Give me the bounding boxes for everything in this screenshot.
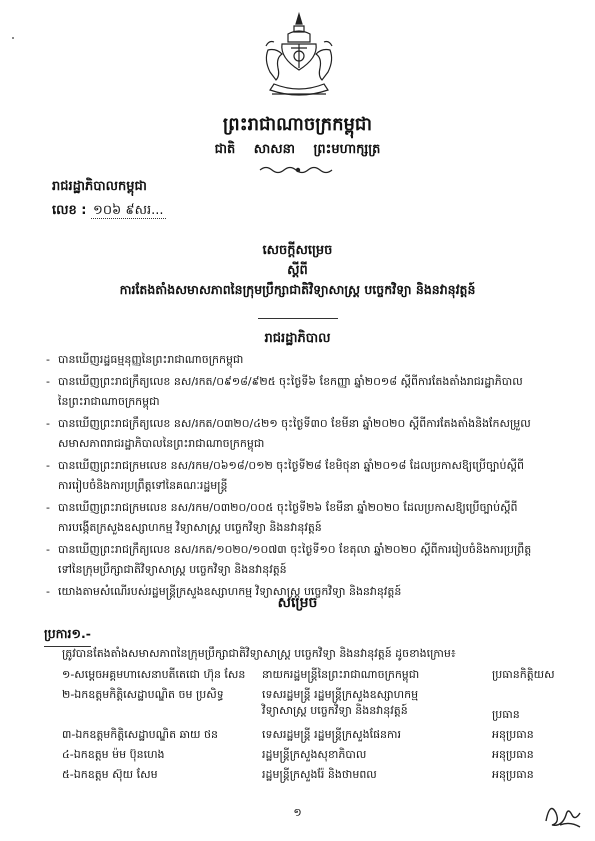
- member-name: ៥-ឯកឧត្តម ស៊ុយ សែម: [62, 768, 158, 781]
- reference-label: លេខ :: [52, 203, 87, 218]
- considerations-list: [44, 350, 564, 604]
- member-title: រដ្ឋមន្ត្រីក្រសួងសុខាភិបាល: [262, 748, 367, 761]
- member-row: [62, 728, 562, 748]
- member-name: ១-សម្តេចអគ្គមហាសេនាបតីតេជោ ហ៊ុន សែន: [62, 668, 246, 681]
- list-item-text-continued: សមាសភាពរាជរដ្ឋាភិបាលនៃព្រះរាជាណាចក្រកម្ពុជា: [58, 437, 265, 450]
- member-name: ២-ឯកឧត្តមកិត្តិសេដ្ឋាបណ្ឌិត ចម ប្រសិទ្ធ: [62, 688, 224, 701]
- page-number: ១: [293, 806, 302, 819]
- list-item: [44, 414, 564, 454]
- list-item-text-continued: ការបង្កើតក្រសួងឧស្សាហកម្ម វិទ្យាសាស្ត្រ បច្ចេកវិទ្យា និងនវានុវត្តន៍: [58, 521, 322, 534]
- member-name: ៤-ឯកឧត្តម ម៉ម ប៊ុនហេង: [62, 748, 165, 761]
- member-row: [62, 768, 562, 788]
- members-list: [62, 668, 562, 788]
- member-title: ទេសរដ្ឋមន្ត្រី រដ្ឋមន្ត្រីក្រសួងផែនការ: [262, 728, 402, 741]
- document-title: សេចក្តីសម្រេច: [262, 243, 333, 258]
- royal-coat-of-arms-icon: [258, 10, 340, 102]
- list-item-text-continued: ការរៀបចំនិងការប្រព្រឹត្តទៅនៃគណៈរដ្ឋមន្ត្រី: [58, 479, 228, 492]
- member-role: ប្រធានកិត្តិយស: [492, 668, 555, 681]
- handwritten-initials-signature: [540, 795, 585, 830]
- list-item-text: បានឃើញព្រះរាជក្រឹត្យលេខ នស/រកត/០៩១៨/៩២៥ ចុះថ្ងៃទី៦ ខែកញ្ញា ឆ្នាំ២០១៨ ស្តីពីការតែងតាំងរាជរដ្ឋាភិបាល: [58, 375, 523, 388]
- member-row: [62, 668, 562, 688]
- list-item: [44, 540, 564, 580]
- list-item-text: បានឃើញព្រះរាជក្រមលេខ នស/រកម/០៣២០/០០៥ ចុះថ្ងៃទី២៦ ខែមីនា ឆ្នាំ២០២០ ដែលប្រកាសឱ្យប្រើច្បាប់ស្តីពី: [58, 501, 518, 514]
- member-title-line: ទេសរដ្ឋមន្ត្រី រដ្ឋមន្ត្រីក្រសួងឧស្សាហកម្ម: [262, 688, 419, 701]
- issuing-authority: រាជរដ្ឋាភិបាលកម្ពុជា: [52, 179, 147, 194]
- document-about: ស្តីពី: [287, 263, 308, 278]
- member-title-line: វិទ្យាសាស្ត្រ បច្ចេកវិទ្យា និងនវានុវត្តន៍: [262, 704, 408, 717]
- list-item-text: បានឃើញព្រះរាជក្រឹត្យលេខ នស/រកត/០៣២០/៤២១ ចុះថ្ងៃទី៣០ ខែមីនា ឆ្នាំ២០២០ ស្តីពីការតែងតាំងនិងកែសម្រួល: [58, 417, 531, 430]
- member-role: ប្រធាន: [492, 708, 520, 721]
- list-item: [44, 372, 564, 412]
- list-item: [44, 456, 564, 496]
- government-heading: រាជរដ្ឋាភិបាល: [264, 331, 331, 346]
- reference-number: [52, 202, 166, 221]
- list-item: [44, 350, 564, 370]
- list-item-text-continued: នៃព្រះរាជាណាចក្រកម្ពុជា: [58, 395, 160, 408]
- member-row: [62, 688, 562, 728]
- list-item-text-continued: ទៅនៃក្រុមប្រឹក្សាជាតិវិទ្យាសាស្ត្រ បច្ចេកវិទ្យា និងនវានុវត្តន៍: [58, 563, 287, 576]
- article-intro: ត្រូវបានតែងតាំងសមាសភាពនៃក្រុមប្រឹក្សាជាតិវិទ្យាសាស្ត្រ បច្ចេកវិទ្យា និងនវានុវត្តន៍ ដូចខាងក្រោម៖: [62, 647, 456, 660]
- member-role: អនុប្រធាន: [492, 728, 534, 741]
- list-item-text: បានឃើញរដ្ឋធម្មនុញ្ញនៃព្រះរាជាណាចក្រកម្ពុជា: [58, 353, 244, 366]
- document-subject: ការតែងតាំងសមាសភាពនៃក្រុមប្រឹក្សាជាតិវិទ្យាសាស្ត្រ បច្ចេកវិទ្យា និងនវានុវត្តន៍: [119, 282, 476, 297]
- list-item-text: បានឃើញព្រះរាជក្រមលេខ នស/រកម/០៦១៨/០១២ ចុះថ្ងៃទី២៨ ខែមិថុនា ឆ្នាំ២០១៨ ដែលប្រកាសឱ្យប្រើច្បាប់ស្តីពី: [58, 459, 524, 472]
- list-item: [44, 498, 564, 538]
- member-row: [62, 748, 562, 768]
- member-name: ៣-ឯកឧត្តមកិត្តិសេដ្ឋាបណ្ឌិត ឆាយ ថន: [62, 728, 218, 741]
- national-motto: ជាតិ សាសនា ព្រះមហាក្សត្រ: [214, 142, 381, 157]
- member-title: នាយករដ្ឋមន្ត្រីនៃព្រះរាជាណាចក្រកម្ពុជា: [262, 668, 420, 681]
- member-title: រដ្ឋមន្ត្រីក្រសួងរ៉ែ និងថាមពល: [262, 768, 377, 781]
- list-item-text: យោងតាមសំណើរបស់រដ្ឋមន្ត្រីក្រសួងឧស្សាហកម្ម វិទ្យាសាស្ត្រ បច្ចេកវិទ្យា និងនវានុវត្តន៍: [58, 585, 402, 598]
- heading-divider: [258, 318, 338, 319]
- member-role: អនុប្រធាន: [492, 768, 534, 781]
- ornament-divider-icon: [258, 164, 338, 176]
- kingdom-title: ព្រះរាជាណាចក្រកម្ពុជា: [222, 114, 373, 135]
- reference-value: ១០៦ ៩សរ...: [93, 203, 164, 218]
- member-role: អនុប្រធាន: [492, 748, 534, 761]
- article-label: ប្រការ១.-: [44, 626, 91, 647]
- decision-heading: សម្រេច: [277, 595, 318, 611]
- member-title: [262, 688, 462, 720]
- scan-mark: [12, 37, 14, 39]
- list-item-text: បានឃើញព្រះរាជក្រឹត្យលេខ នស/រកត/១០២០/១០៧៣ ចុះថ្ងៃទី១០ ខែតុលា ឆ្នាំ២០២០ ស្តីពីការរៀបចំនិងការប្រព្រឹត្ត: [58, 543, 532, 556]
